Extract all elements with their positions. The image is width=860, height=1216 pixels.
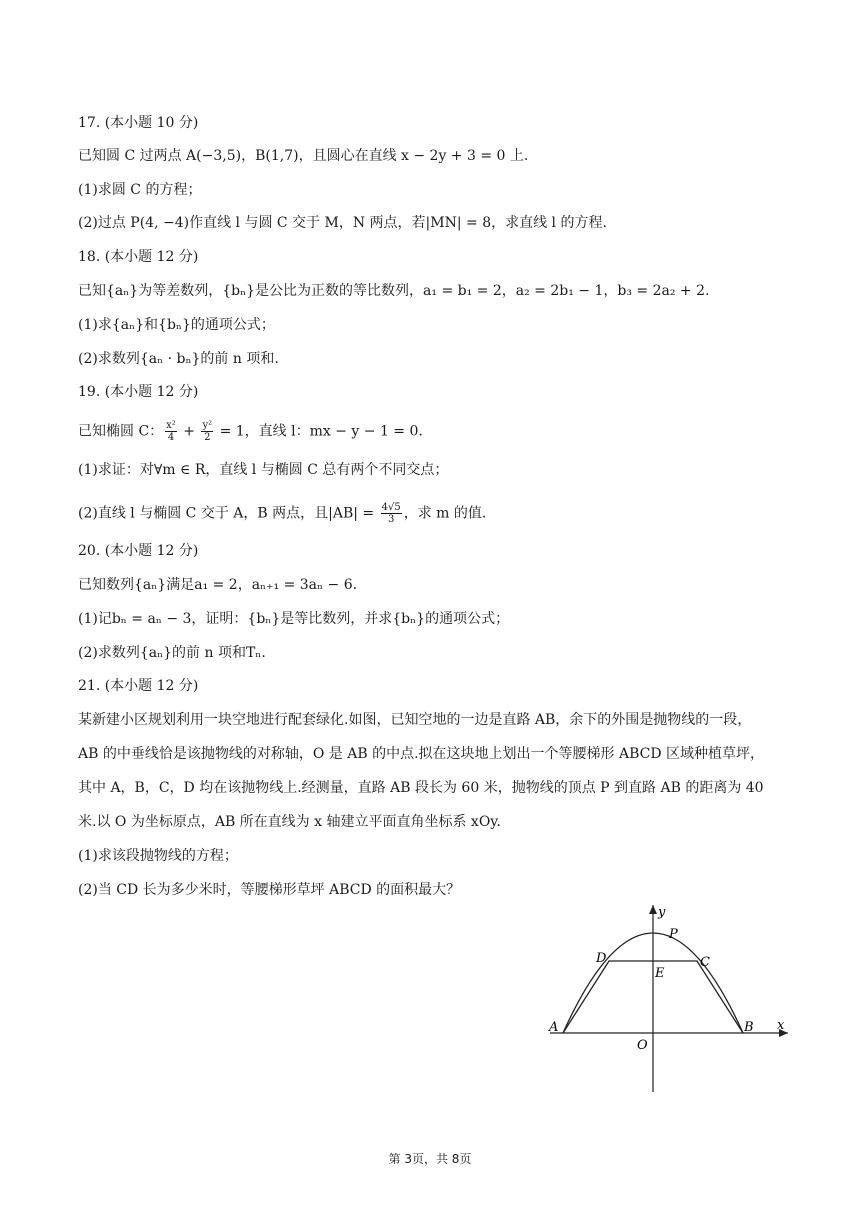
y-axis-arrow: [649, 905, 657, 914]
p17-header: 17. (本小题 10 分): [78, 115, 199, 131]
frac-numerator: 4√5: [381, 502, 401, 513]
label-c: C: [700, 955, 710, 970]
page-footer: 第 3页，共 8页: [388, 1152, 472, 1166]
p21-header: 21. (本小题 12 分): [78, 678, 199, 694]
label-y: y: [658, 905, 666, 920]
p18-stem: 已知{aₙ}为等差数列，{bₙ}是公比为正数的等比数列，a₁ = b₁ = 2，a₂ = 2b₁ − 1，b₃ = 2a₂ + 2.: [78, 283, 710, 299]
parabola-trapezoid-figure: [530, 900, 795, 1100]
label-d: D: [596, 951, 607, 966]
label-o: O: [637, 1038, 648, 1053]
p17-stem: 已知圆 C 过两点 A(−3,5)，B(1,7)，且圆心在直线 x − 2y + 3 = 0 上.: [78, 148, 529, 164]
p17-q1: (1)求圆 C 的方程；: [78, 182, 202, 198]
p21-stem-line1: 某新建小区规划利用一块空地进行配套绿化.如图，已知空地的一边是直路 AB，余下的外围是抛物线的一段，: [78, 712, 752, 728]
p21-stem-line3: 其中 A，B，C，D 均在该抛物线上.经测量，直路 AB 段长为 60 米，抛物线的顶点 P 到直路 AB 的距离为 40: [78, 780, 764, 796]
label-p: P: [669, 927, 678, 942]
ellipse-y-fraction: [201, 420, 213, 443]
frac-denominator: 3: [387, 514, 395, 525]
p21-stem-line4: 米.以 O 为坐标原点，AB 所在直线为 x 轴建立平面直角坐标系 xOy.: [78, 814, 501, 830]
ab-length-fraction: [381, 502, 402, 525]
ellipse-x-fraction: [165, 420, 177, 443]
label-b: B: [744, 1020, 754, 1035]
frac-denominator: 2: [204, 432, 211, 443]
p21-q2: (2)当 CD 长为多少米时，等腰梯形草坪 ABCD 的面积最大？: [78, 882, 461, 898]
p18-q1: (1)求{aₙ}和{bₙ}的通项公式；: [78, 317, 275, 333]
p18-q2: (2)求数列{aₙ · bₙ}的前 n 项和.: [78, 351, 279, 367]
p19-header: 19. (本小题 12 分): [78, 384, 199, 400]
label-a: A: [549, 1020, 559, 1035]
p21-q1: (1)求该段抛物线的方程；: [78, 848, 238, 864]
p19-stem: [78, 420, 423, 443]
label-e: E: [655, 966, 665, 981]
p20-header: 20. (本小题 12 分): [78, 543, 199, 559]
p21-stem-line2: AB 的中垂线恰是该抛物线的对称轴，O 是 AB 的中点.拟在这块地上划出一个等腰梯形 ABCD 区域种植草坪，: [78, 746, 765, 762]
p20-q2: (2)求数列{aₙ}的前 n 项和Tₙ.: [78, 645, 266, 661]
frac-denominator: 4: [167, 432, 175, 443]
plus-sign: +: [178, 423, 200, 440]
frac-numerator: x²: [166, 420, 176, 431]
p19-stem-pre: 已知椭圆 C：: [78, 423, 164, 440]
p20-q1: (1)记bₙ = aₙ − 3，证明：{bₙ}是等比数列，并求{bₙ}的通项公式；: [78, 611, 510, 627]
frac-numerator: y²: [202, 420, 213, 431]
p19-stem-post: = 1，直线 l：mx − y − 1 = 0.: [215, 423, 423, 440]
p19-q2-pre: (2)直线 l 与椭圆 C 交于 A，B 两点，且|AB| =: [78, 505, 379, 522]
p17-q2: (2)过点 P(4, −4)作直线 l 与圆 C 交于 M，N 两点，若|MN| = 8，求直线 l 的方程.: [78, 215, 607, 231]
p18-header: 18. (本小题 12 分): [78, 249, 199, 265]
p20-stem: 已知数列{aₙ}满足a₁ = 2，aₙ₊₁ = 3aₙ − 6.: [78, 577, 358, 593]
label-x: x: [777, 1018, 785, 1033]
p19-q1: (1)求证：对∀m ∈ R，直线 l 与椭圆 C 总有两个不同交点；: [78, 462, 449, 478]
p19-q2: [78, 502, 486, 525]
p19-q2-post: ，求 m 的值.: [403, 505, 487, 522]
